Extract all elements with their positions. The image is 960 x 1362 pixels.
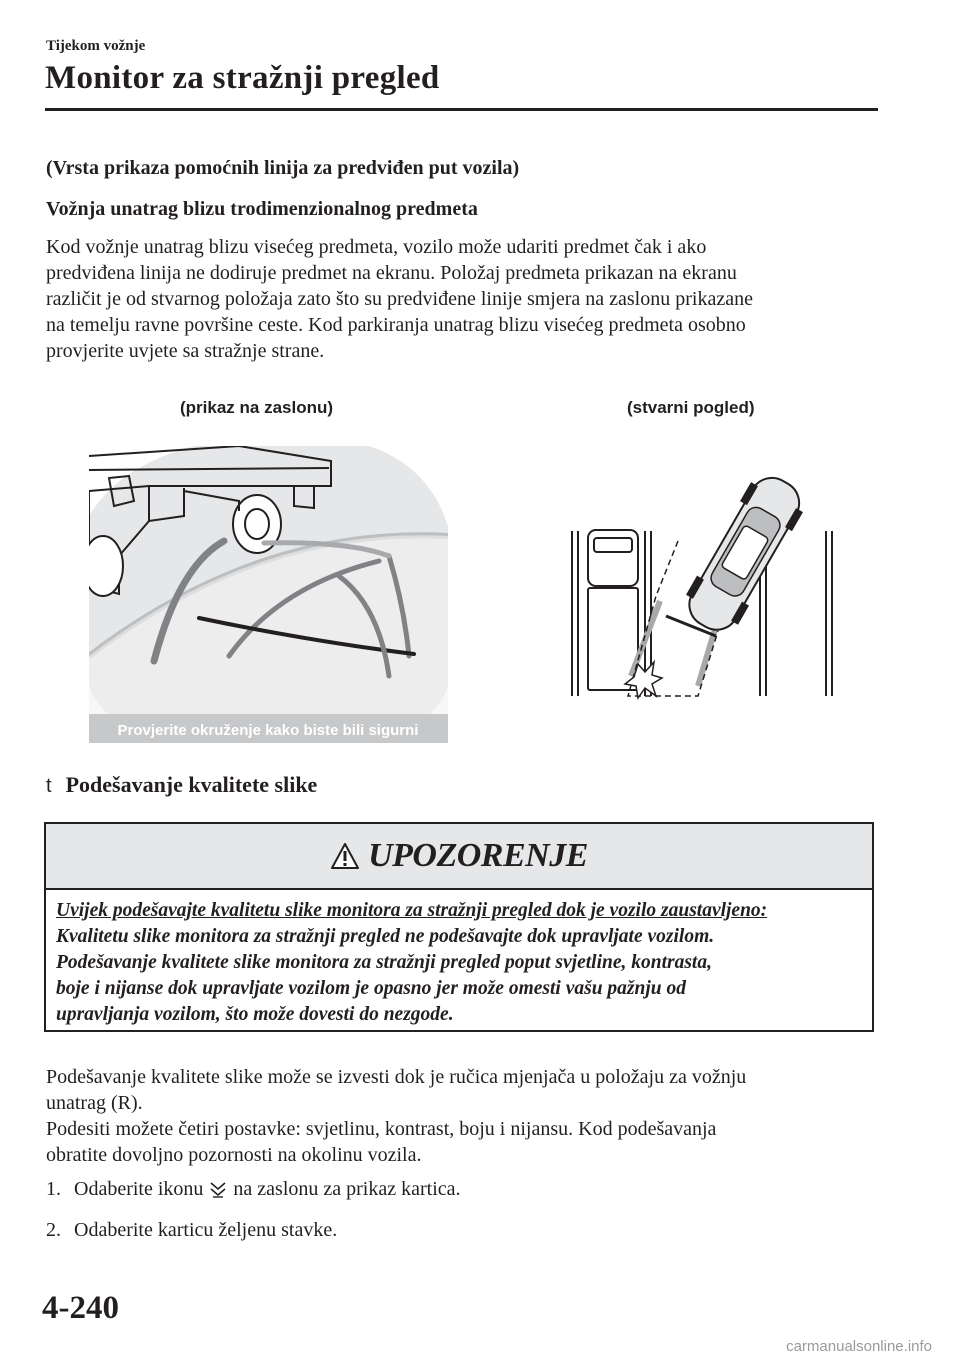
section-marker: t bbox=[46, 775, 52, 797]
actual-view-drawing bbox=[548, 446, 878, 743]
double-chevron-down-icon bbox=[208, 1180, 228, 1200]
step-1-text-after: na zaslonu za prikaz kartica. bbox=[233, 1178, 461, 1200]
step-2-number: 2. bbox=[46, 1219, 61, 1241]
monitor-screen-drawing bbox=[89, 446, 448, 743]
warning-box bbox=[44, 822, 874, 1032]
warning-triangle-icon bbox=[330, 842, 360, 870]
image-quality-section-heading bbox=[46, 772, 317, 798]
intro-paragraph bbox=[46, 234, 876, 364]
body-paragraph-2-text: Podesiti možete četiri postavke: svjetlinu, kontrast, boju i nijansu. Kod podešavanja obratite dovoljno pozornosti na okolinu vozila. bbox=[46, 1118, 717, 1166]
page-title: Monitor za stražnji pregled bbox=[45, 60, 440, 96]
warning-text: Kvalitetu slike monitora za stražnji pregled ne podešavajte dok upravljate vozilom. Podešavanje kvalitete slike monitora za stražnji pregled poput svjetline, kontrasta, boje i nijanse dok upravljate vozilom je opasno jer može omesti vašu pažnju od upravljanja vozilom, što može dovesti do nezgode. bbox=[56, 926, 715, 1025]
monitor-screen-illustration bbox=[89, 446, 448, 743]
step-1-number: 1. bbox=[46, 1178, 61, 1200]
warning-header bbox=[46, 824, 872, 890]
section-label: Tijekom vožnje bbox=[46, 38, 146, 54]
warning-underlined-line: Uvijek podešavajte kvalitetu slike monitora za stražnji pregled dok je vozilo zaustavljeno: bbox=[56, 900, 768, 921]
step-2 bbox=[46, 1219, 337, 1242]
car-top-view bbox=[677, 467, 811, 640]
warning-body bbox=[46, 890, 872, 1028]
actual-view-illustration bbox=[548, 446, 878, 743]
display-type-subheading: (Vrsta prikaza pomoćnih linija za predviđen put vozila) bbox=[46, 157, 520, 179]
site-watermark: carmanualsonline.info bbox=[786, 1338, 932, 1355]
truck-top-view bbox=[588, 530, 638, 690]
3d-object-subheading: Vožnja unatrag blizu trodimenzionalnog predmeta bbox=[46, 198, 478, 220]
page-number: 4-240 bbox=[42, 1290, 119, 1326]
step-1 bbox=[46, 1178, 461, 1201]
body-paragraph-1-text: Podešavanje kvalitete slike može se izvesti dok je ručica mjenjača u položaju za vožnju unatrag (R). bbox=[46, 1066, 747, 1114]
step-2-text: Odaberite karticu željenu stavke. bbox=[74, 1219, 338, 1241]
actual-view-caption: (stvarni pogled) bbox=[627, 398, 755, 417]
section-title: Podešavanje kvalitete slike bbox=[65, 772, 318, 797]
title-rule bbox=[45, 108, 878, 111]
screen-safety-message: Provjerite okruženje kako biste bili sigurni bbox=[117, 722, 419, 739]
warning-title: UPOZORENJE bbox=[368, 837, 588, 874]
body-paragraph-1 bbox=[46, 1064, 876, 1116]
intro-paragraph-text: Kod vožnje unatrag blizu visećeg predmeta, vozilo može udariti predmet čak i ako predviđena linija ne dodiruje predmet na ekranu. Položaj predmeta prikazan na ekranu različit je od stvarnog položaja zato što su predviđene linije smjera na zaslonu prikazane na temelju ravne površine ceste. Kod parkiranja unatrag blizu visećeg predmeta osobno provjerite uvjete sa stražnje strane. bbox=[46, 236, 753, 362]
step-1-text-before: Odaberite ikonu bbox=[74, 1178, 204, 1200]
screen-view-caption: (prikaz na zaslonu) bbox=[180, 398, 334, 417]
body-paragraph-2 bbox=[46, 1116, 876, 1168]
